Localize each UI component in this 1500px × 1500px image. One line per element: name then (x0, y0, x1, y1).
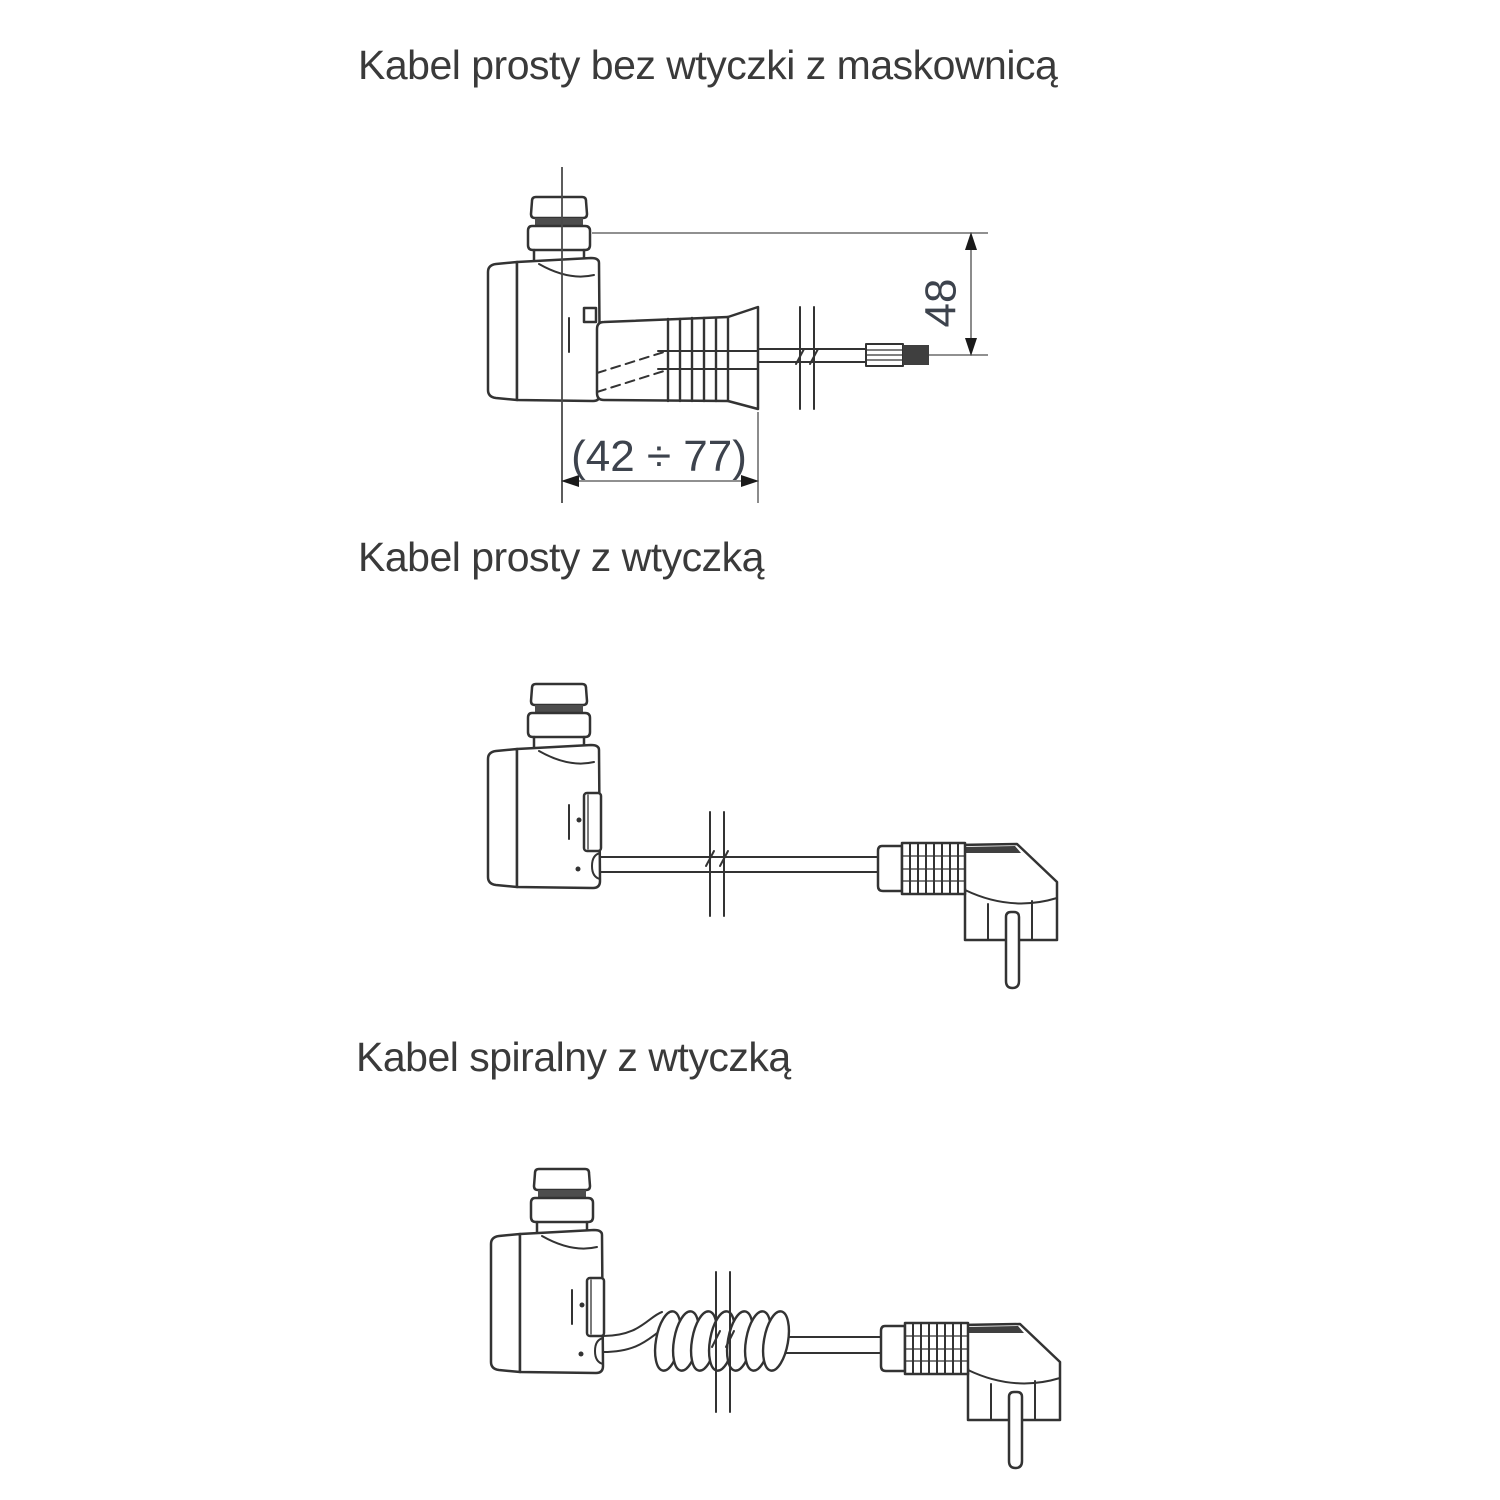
stripped-wire-end (866, 344, 929, 366)
thermostat-head (491, 1169, 604, 1373)
coiled-cable (603, 1309, 881, 1372)
dim-length-label: (42 ÷ 77) (571, 432, 747, 481)
thermostat-head (488, 684, 601, 888)
diagram-cable-spiral-with-plug (491, 1169, 1060, 1468)
mains-plug (881, 1323, 1060, 1468)
dim-height-label: 48 (916, 278, 966, 328)
mains-plug (878, 843, 1057, 988)
section-title-straight-cable-with-plug: Kabel prosty z wtyczką (358, 534, 764, 580)
diagram-cable-straight-no-plug (488, 167, 988, 503)
cable-cover-maskownica (584, 307, 758, 409)
thermostat-head (488, 197, 600, 401)
dimension-42-77 (561, 412, 759, 503)
section-title-spiral-cable-with-plug: Kabel spiralny z wtyczką (356, 1034, 791, 1080)
break-symbol (706, 812, 728, 916)
cable (600, 857, 878, 872)
break-symbol (796, 307, 818, 409)
section-title-straight-cable-no-plug: Kabel prosty bez wtyczki z maskownicą (358, 42, 1058, 88)
diagram-cable-straight-with-plug (488, 684, 1057, 988)
